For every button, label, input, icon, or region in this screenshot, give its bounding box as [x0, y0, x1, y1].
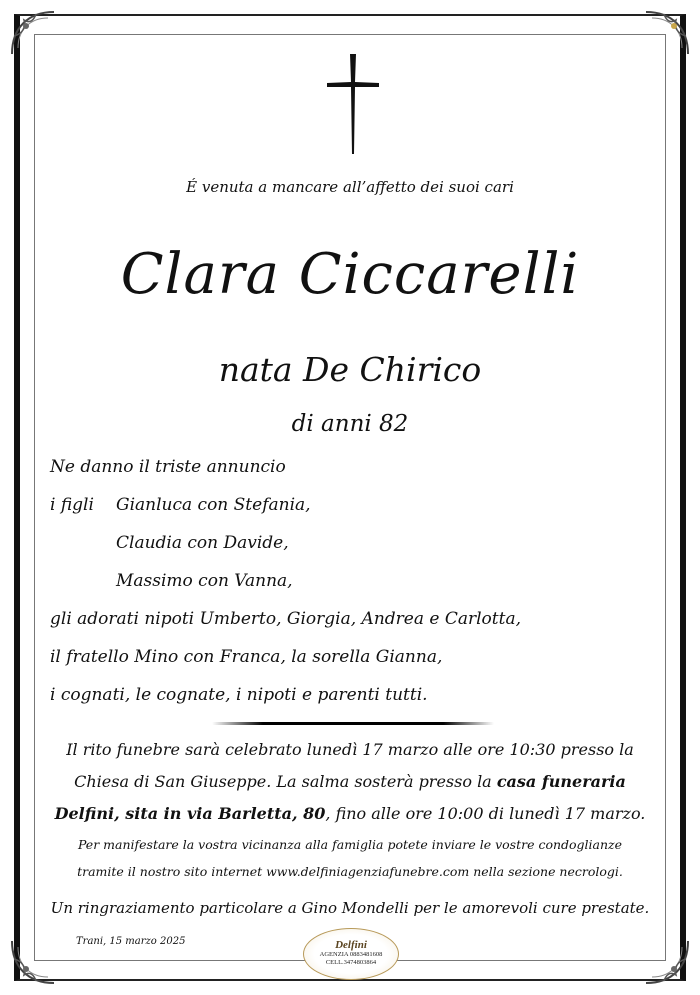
agency-logo — [303, 928, 399, 980]
announcement-line: Ne danno il triste annuncio — [50, 457, 286, 477]
condolences-line-2: tramite il nostro sito internet www.delfiniagenziafunebre.com nella sezione necrologi. — [77, 864, 623, 879]
child-line: Gianluca con Stefania, — [116, 495, 311, 515]
relatives-line: i cognati, le cognate, i nipoti e parenti tutti. — [50, 685, 428, 705]
agency-brand: Delfini — [335, 939, 367, 951]
children-label: i figli — [50, 495, 94, 515]
place-date: Trani, 15 marzo 2025 — [76, 936, 186, 947]
divider-line — [212, 722, 494, 725]
service-line-2 — [0, 772, 700, 791]
condolences-line-1: Per manifestare la vostra vicinanza alla famiglia potete inviare le vostre condoglianze — [77, 837, 623, 852]
agency-cell: CELL.3474803864 — [325, 959, 377, 966]
agency-phone: AGENZIA 0883481608 — [319, 951, 383, 958]
corner-ornament-icon — [642, 937, 692, 987]
corner-ornament-icon — [8, 8, 58, 58]
service-line-1: Il rito funebre sarà celebrato lunedì 17 marzo alle ore 10:30 presso la — [66, 740, 634, 759]
corner-ornament-icon — [642, 8, 692, 58]
maiden-name: nata De Chirico — [218, 350, 482, 389]
funeral-home-address: Delfini, sita in via Barletta, 80 — [54, 804, 326, 823]
cross-icon — [325, 52, 381, 156]
thanks-text: Un ringraziamento particolare a Gino Mondelli per le amorevoli cure prestate. — [50, 899, 650, 917]
intro-text: É venuta a mancare all’affetto dei suoi cari — [186, 178, 514, 196]
funeral-home-name: casa funeraria — [496, 772, 626, 791]
corner-ornament-icon — [8, 937, 58, 987]
siblings-line: il fratello Mino con Franca, la sorella Gianna, — [50, 647, 443, 667]
child-line: Claudia con Davide, — [116, 533, 289, 553]
service-line-3 — [0, 804, 700, 823]
service-text: Chiesa di San Giuseppe. La salma sosterà presso la — [74, 772, 497, 791]
service-text: , fino alle ore 10:00 di lunedì 17 marzo. — [325, 804, 646, 823]
deceased-name: Clara Ciccarelli — [120, 242, 580, 307]
age-text: di anni 82 — [291, 411, 409, 437]
child-line: Massimo con Vanna, — [116, 571, 293, 591]
grandchildren-line: gli adorati nipoti Umberto, Giorgia, Andrea e Carlotta, — [50, 609, 521, 629]
